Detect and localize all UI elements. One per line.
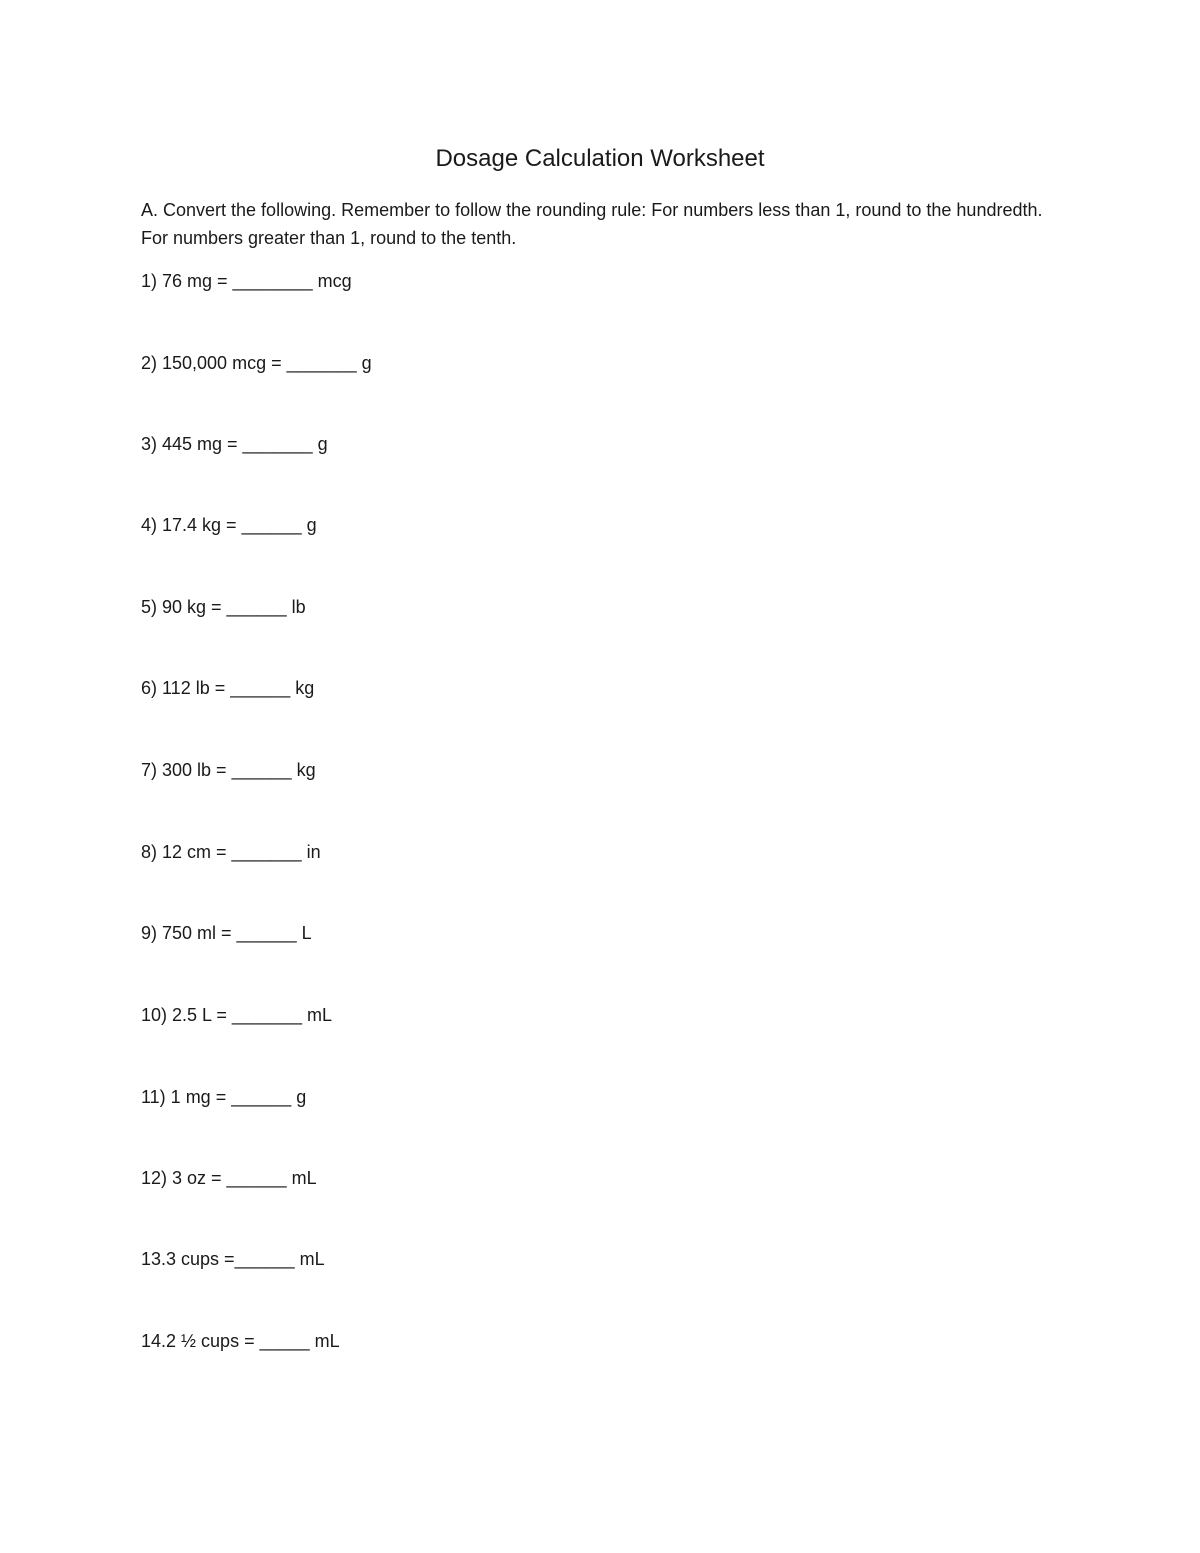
- section-a-instructions: A. Convert the following. Remember to follow the rounding rule: For numbers less than 1, round to the hundredth. For numbers greater than 1, round to the tenth.: [141, 200, 1043, 248]
- problem-4: 4) 17.4 kg = ______ g: [141, 515, 317, 535]
- problem-3: 3) 445 mg = _______ g: [141, 434, 328, 454]
- page-title: Dosage Calculation Worksheet: [435, 145, 765, 172]
- problem-9: 9) 750 ml = ______ L: [141, 923, 312, 943]
- problem-5: 5) 90 kg = ______ lb: [141, 597, 306, 617]
- problem-1: 1) 76 mg = ________ mcg: [141, 271, 352, 291]
- problem-6: 6) 112 lb = ______ kg: [141, 678, 315, 698]
- problem-13: 13.3 cups =______ mL: [141, 1249, 325, 1269]
- problem-2: 2) 150,000 mcg = _______ g: [141, 353, 372, 373]
- problem-7: 7) 300 lb = ______ kg: [141, 760, 316, 780]
- problem-12: 12) 3 oz = ______ mL: [141, 1168, 317, 1188]
- problem-10: 10) 2.5 L = _______ mL: [141, 1005, 332, 1025]
- problem-14: 14.2 ½ cups = _____ mL: [141, 1331, 340, 1351]
- problem-8: 8) 12 cm = _______ in: [141, 842, 321, 862]
- problem-11: 11) 1 mg = ______ g: [141, 1087, 307, 1107]
